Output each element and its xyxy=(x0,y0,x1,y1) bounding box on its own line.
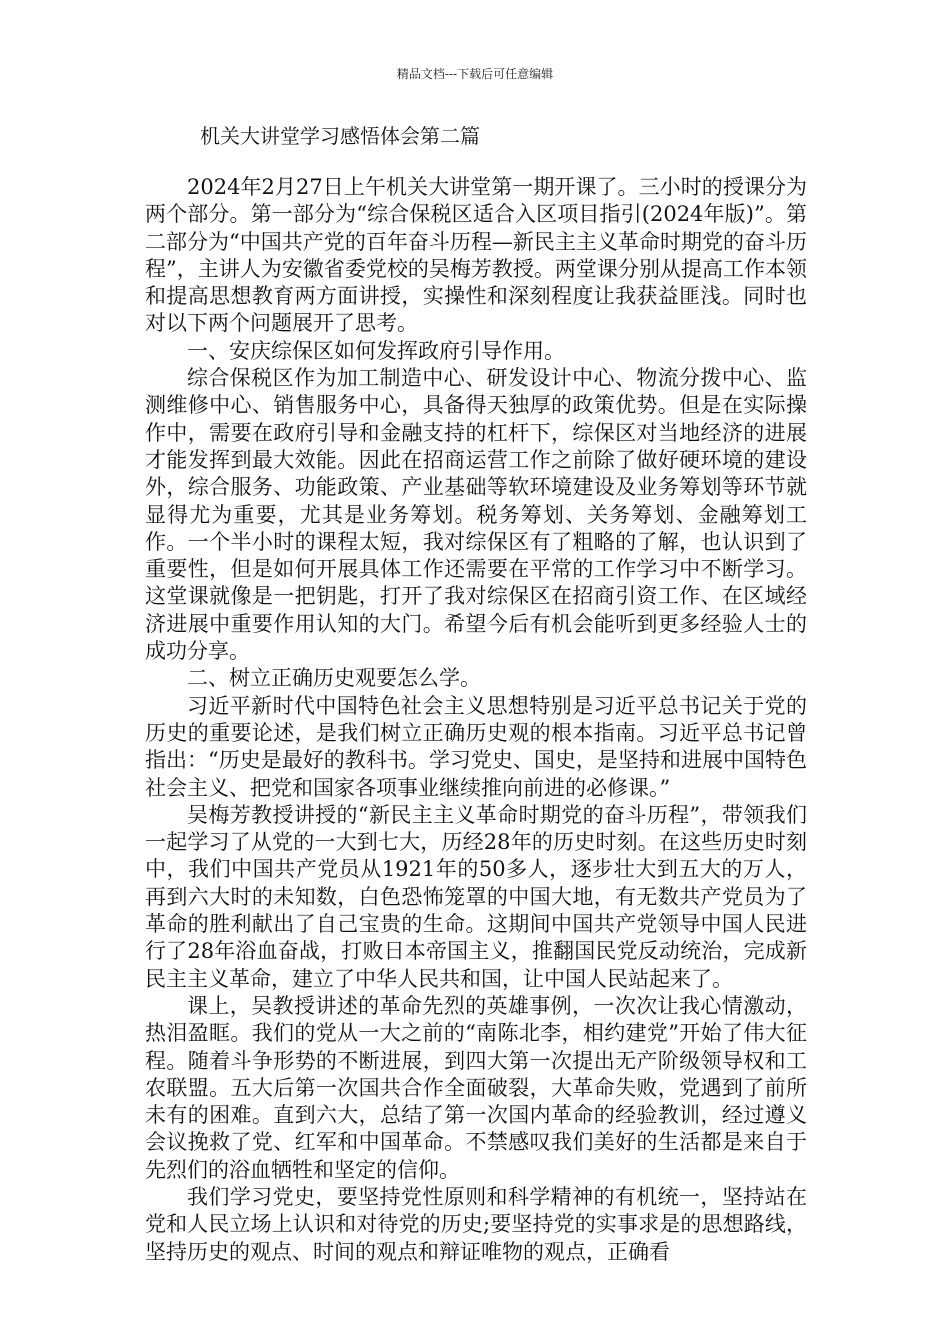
document-body xyxy=(145,174,807,1266)
header-note: 精品文档---下载后可任意编辑 xyxy=(396,67,554,81)
paragraph-quote: 习近平新时代中国特色社会主义思想特别是习近平总书记关于党的历史的重要论述，是我们树立正确历史观的根本指南。习近平总书记曾指出：“历史是最好的教科书。学习党史、国史，是坚持和进展中国特色社会主义、把党和国家各项事业继续推向前进的必修课。” xyxy=(145,693,807,800)
section-heading-1: 一、安庆综保区如何发挥政府引导作用。 xyxy=(187,338,565,363)
paragraph-section-1: 综合保税区作为加工制造中心、研发设计中心、物流分拨中心、监测维修中心、销售服务中心，具备得天独厚的政策优势。但是在实际操作中，需要在政府引导和金融支持的杠杆下，综保区对当地经济的进展才能发挥到最大效能。因此在招商运营工作之前除了做好硬环境的建设外，综合服务、功能政策、产业基础等软环境建设及业务筹划等环节就显得尤为重要，尤其是业务筹划。税务筹划、关务筹划、金融筹划工作。一个半小时的课程太短，我对综保区有了粗略的了解，也认识到了重要性，但是如何开展具体工作还需要在平常的工作学习中不断学习。这堂课就像是一把钥匙，打开了我对综保区在招商引资工作、在区域经济进展中重要作用认知的大门。希望今后有机会能听到更多经验人士的成功分享。 xyxy=(145,366,807,664)
paragraph-conclusion: 我们学习党史，要坚持党性原则和科学精神的有机统一，坚持站在党和人民立场上认识和对待党的历史;要坚持党的实事求是的思想路线，坚持历史的观点、时间的观点和辩证唯物的观点，正确看 xyxy=(145,1184,807,1264)
paragraph-class: 课上，吴教授讲述的革命先烈的英雄事例，一次次让我心情激动，热泪盈眶。我们的党从一大之前的“南陈北李，相约建党”开始了伟大征程。随着斗争形势的不断进展，到四大第一次提出无产阶级领导权和工农联盟。五大后第一次国共合作全面破裂，大革命失败，党遇到了前所未有的困难。直到六大，总结了第一次国内革命的经验教训，经过遵义会议挽救了党、红军和中国革命。不禁感叹我们美好的生活都是来自于先烈们的浴血牺牲和坚定的信仰。 xyxy=(145,993,807,1182)
paragraph-intro: 2024年2月27日上午机关大讲堂第一期开课了。三小时的授课分为两个部分。第一部分为“综合保税区适合入区项目指引(2024年版)”。第二部分为“中国共产党的百年奋斗历程—新民主主义革命时期党的奋斗历程”，主讲人为安徽省委党校的吴梅芳教授。两堂课分别从提高工作本领和提高思想教育两方面讲授，实操性和深刻程度让我获益匪浅。同时也对以下两个问题展开了思考。 xyxy=(145,175,807,336)
paragraph-history: 吴梅芳教授讲授的“新民主主义革命时期党的奋斗历程”，带领我们一起学习了从党的一大到七大，历经28年的历史时刻。在这些历史时刻中，我们中国共产党员从1921年的50多人，逐步壮大到五大的万人，再到六大时的未知数，白色恐怖笼罩的中国大地，有无数共产党员为了革命的胜利献出了自己宝贵的生命。这期间中国共产党领导中国人民进行了28年浴血奋战，打败日本帝国主义，推翻国民党反动统治，完成新民主主义革命，建立了中华人民共和国，让中国人民站起来了。 xyxy=(145,802,807,991)
document-title: 机关大讲堂学习感悟体会第二篇 xyxy=(200,124,480,148)
section-heading-2: 二、树立正确历史观要怎么学。 xyxy=(187,666,481,691)
